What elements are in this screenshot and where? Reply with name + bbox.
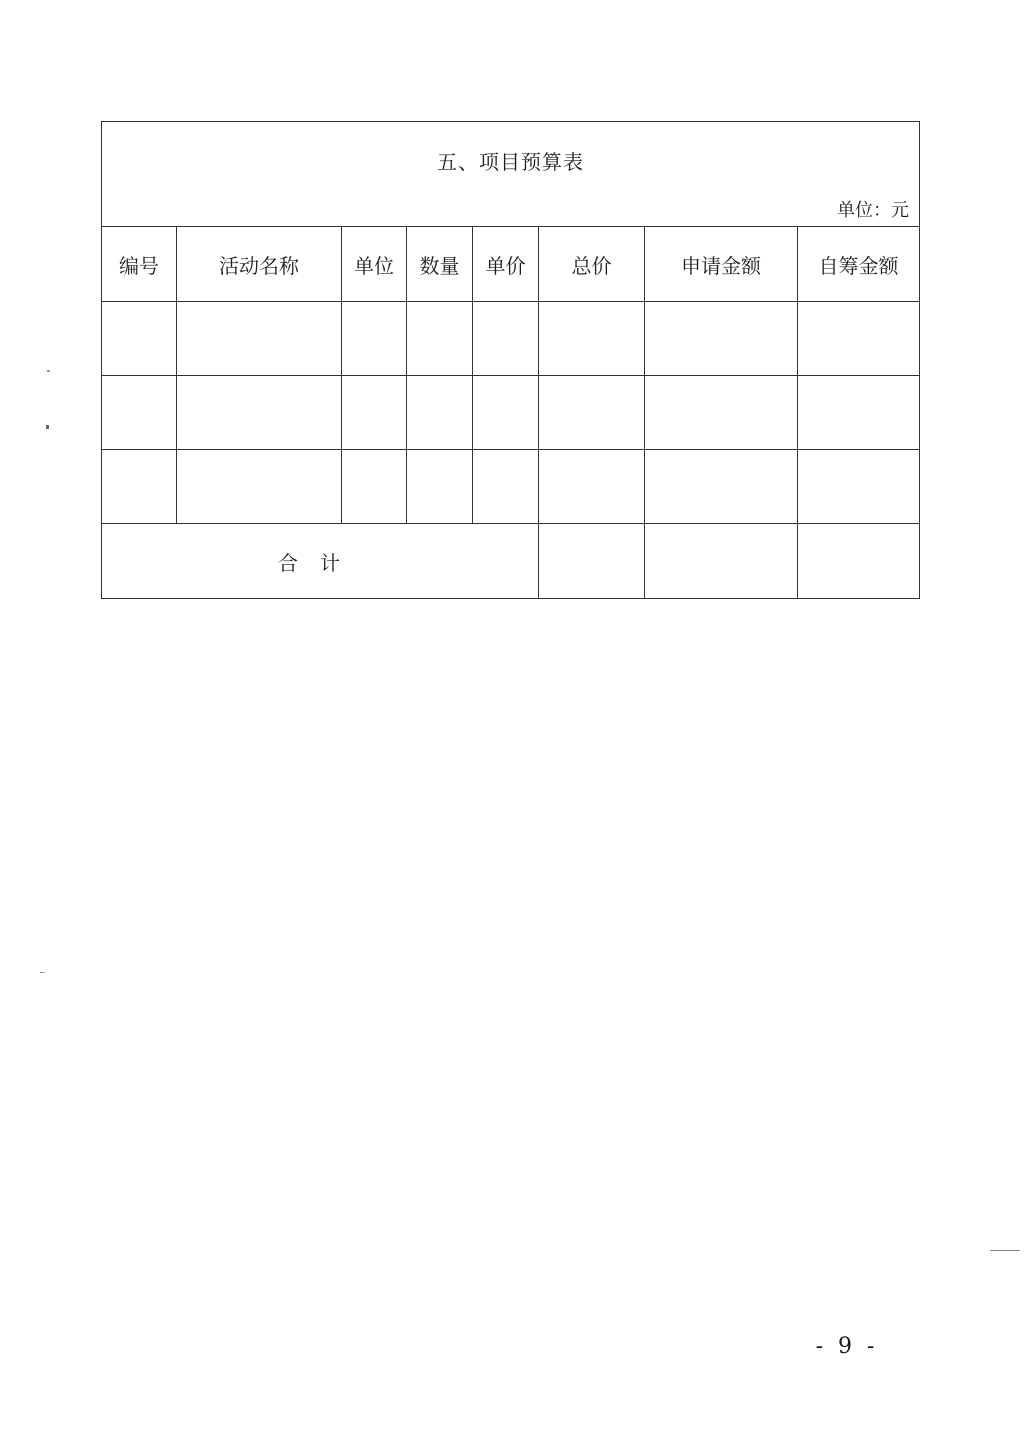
table-title: 五、项目预算表 <box>437 150 584 174</box>
table-cell <box>473 450 539 524</box>
table-cell <box>539 450 645 524</box>
scan-speck <box>40 972 45 973</box>
table-cell <box>473 302 539 376</box>
unit-label: 单位：元 <box>837 200 909 221</box>
scan-line <box>990 1250 1020 1251</box>
scan-speck <box>46 425 49 429</box>
header-cell-unit: 单位 <box>342 227 407 302</box>
budget-table <box>101 121 920 599</box>
table-cell <box>407 376 473 450</box>
table-title-cell <box>102 122 920 227</box>
header-cell-quantity: 数量 <box>407 227 473 302</box>
table-cell <box>177 376 342 450</box>
table-cell <box>539 376 645 450</box>
header-cell-requested-amount: 申请金额 <box>645 227 798 302</box>
table-cell <box>798 450 920 524</box>
total-price-cell <box>539 524 645 599</box>
total-row <box>102 524 920 599</box>
table-cell <box>102 302 177 376</box>
table-cell <box>798 376 920 450</box>
table-cell <box>407 302 473 376</box>
table-row <box>102 450 920 524</box>
header-row <box>102 227 920 302</box>
table-row <box>102 302 920 376</box>
table-cell <box>102 376 177 450</box>
table-cell <box>473 376 539 450</box>
table-cell <box>342 450 407 524</box>
total-requested-cell <box>645 524 798 599</box>
table-cell <box>102 450 177 524</box>
table-cell <box>177 450 342 524</box>
table-cell <box>342 376 407 450</box>
header-cell-number: 编号 <box>102 227 177 302</box>
header-cell-self-raised-amount: 自筹金额 <box>798 227 920 302</box>
table-cell <box>177 302 342 376</box>
page-number: - 9 - <box>815 1334 879 1359</box>
scan-speck <box>47 370 50 372</box>
table-cell <box>798 302 920 376</box>
table-cell <box>407 450 473 524</box>
header-cell-unit-price: 单价 <box>473 227 539 302</box>
total-self-raised-cell <box>798 524 920 599</box>
table-cell <box>645 376 798 450</box>
table-cell <box>645 302 798 376</box>
table-row <box>102 376 920 450</box>
table-cell <box>539 302 645 376</box>
table-cell <box>645 450 798 524</box>
total-label: 合计 <box>102 524 539 599</box>
header-cell-activity-name: 活动名称 <box>177 227 342 302</box>
table-cell <box>342 302 407 376</box>
header-cell-total-price: 总价 <box>539 227 645 302</box>
